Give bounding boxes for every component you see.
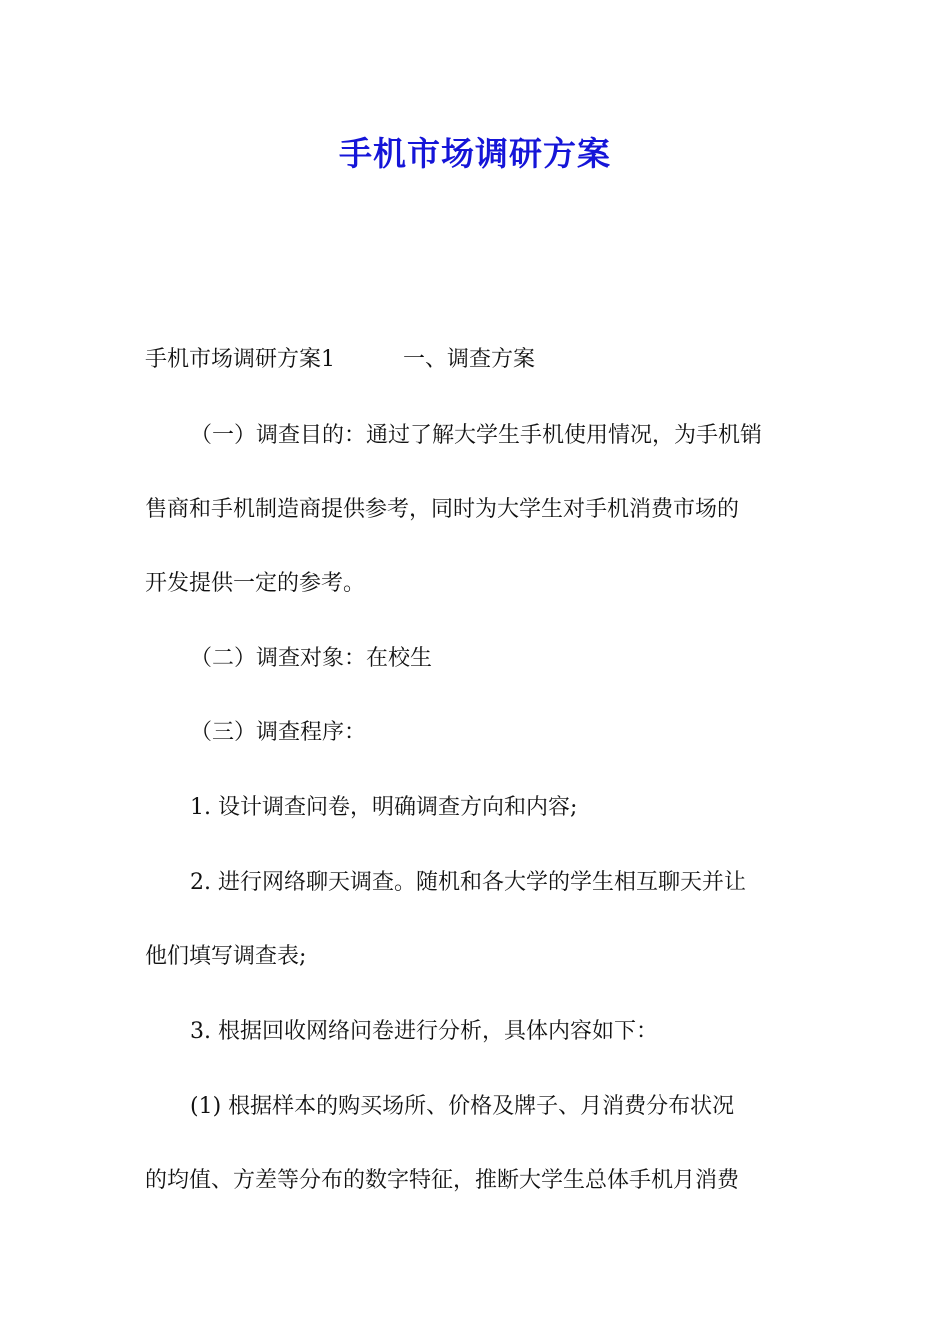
plan-number-label: 手机市场调研方案1 — [145, 347, 335, 372]
document-title: 手机市场调研方案 — [339, 134, 611, 173]
paragraph-line: 售商和手机制造商提供参考，同时为大学生对手机消费市场的 — [145, 497, 740, 522]
list-item: (1) 根据样本的购买场所、价格及牌子、月消费分布状况 — [190, 1094, 735, 1119]
list-item: 2. 进行网络聊天调查。随机和各大学的学生相互聊天并让 — [190, 870, 746, 895]
list-item: 3. 根据回收网络问卷进行分析，具体内容如下： — [190, 1019, 658, 1044]
section-heading-line — [145, 345, 825, 375]
paragraph-line: 的均值、方差等分布的数字特征，推断大学生总体手机月消费 — [145, 1168, 740, 1193]
paragraph-line: （三）调查程序： — [190, 720, 367, 745]
section-heading: 一、调查方案 — [403, 347, 536, 372]
paragraph-line: 开发提供一定的参考。 — [145, 571, 366, 596]
list-item: 1. 设计调查问卷，明确调查方向和内容; — [190, 795, 578, 820]
paragraph-line: （一）调查目的：通过了解大学生手机使用情况，为手机销 — [190, 423, 763, 448]
paragraph-line: （二）调查对象：在校生 — [190, 646, 433, 671]
paragraph-line: 他们填写调查表; — [145, 944, 307, 969]
